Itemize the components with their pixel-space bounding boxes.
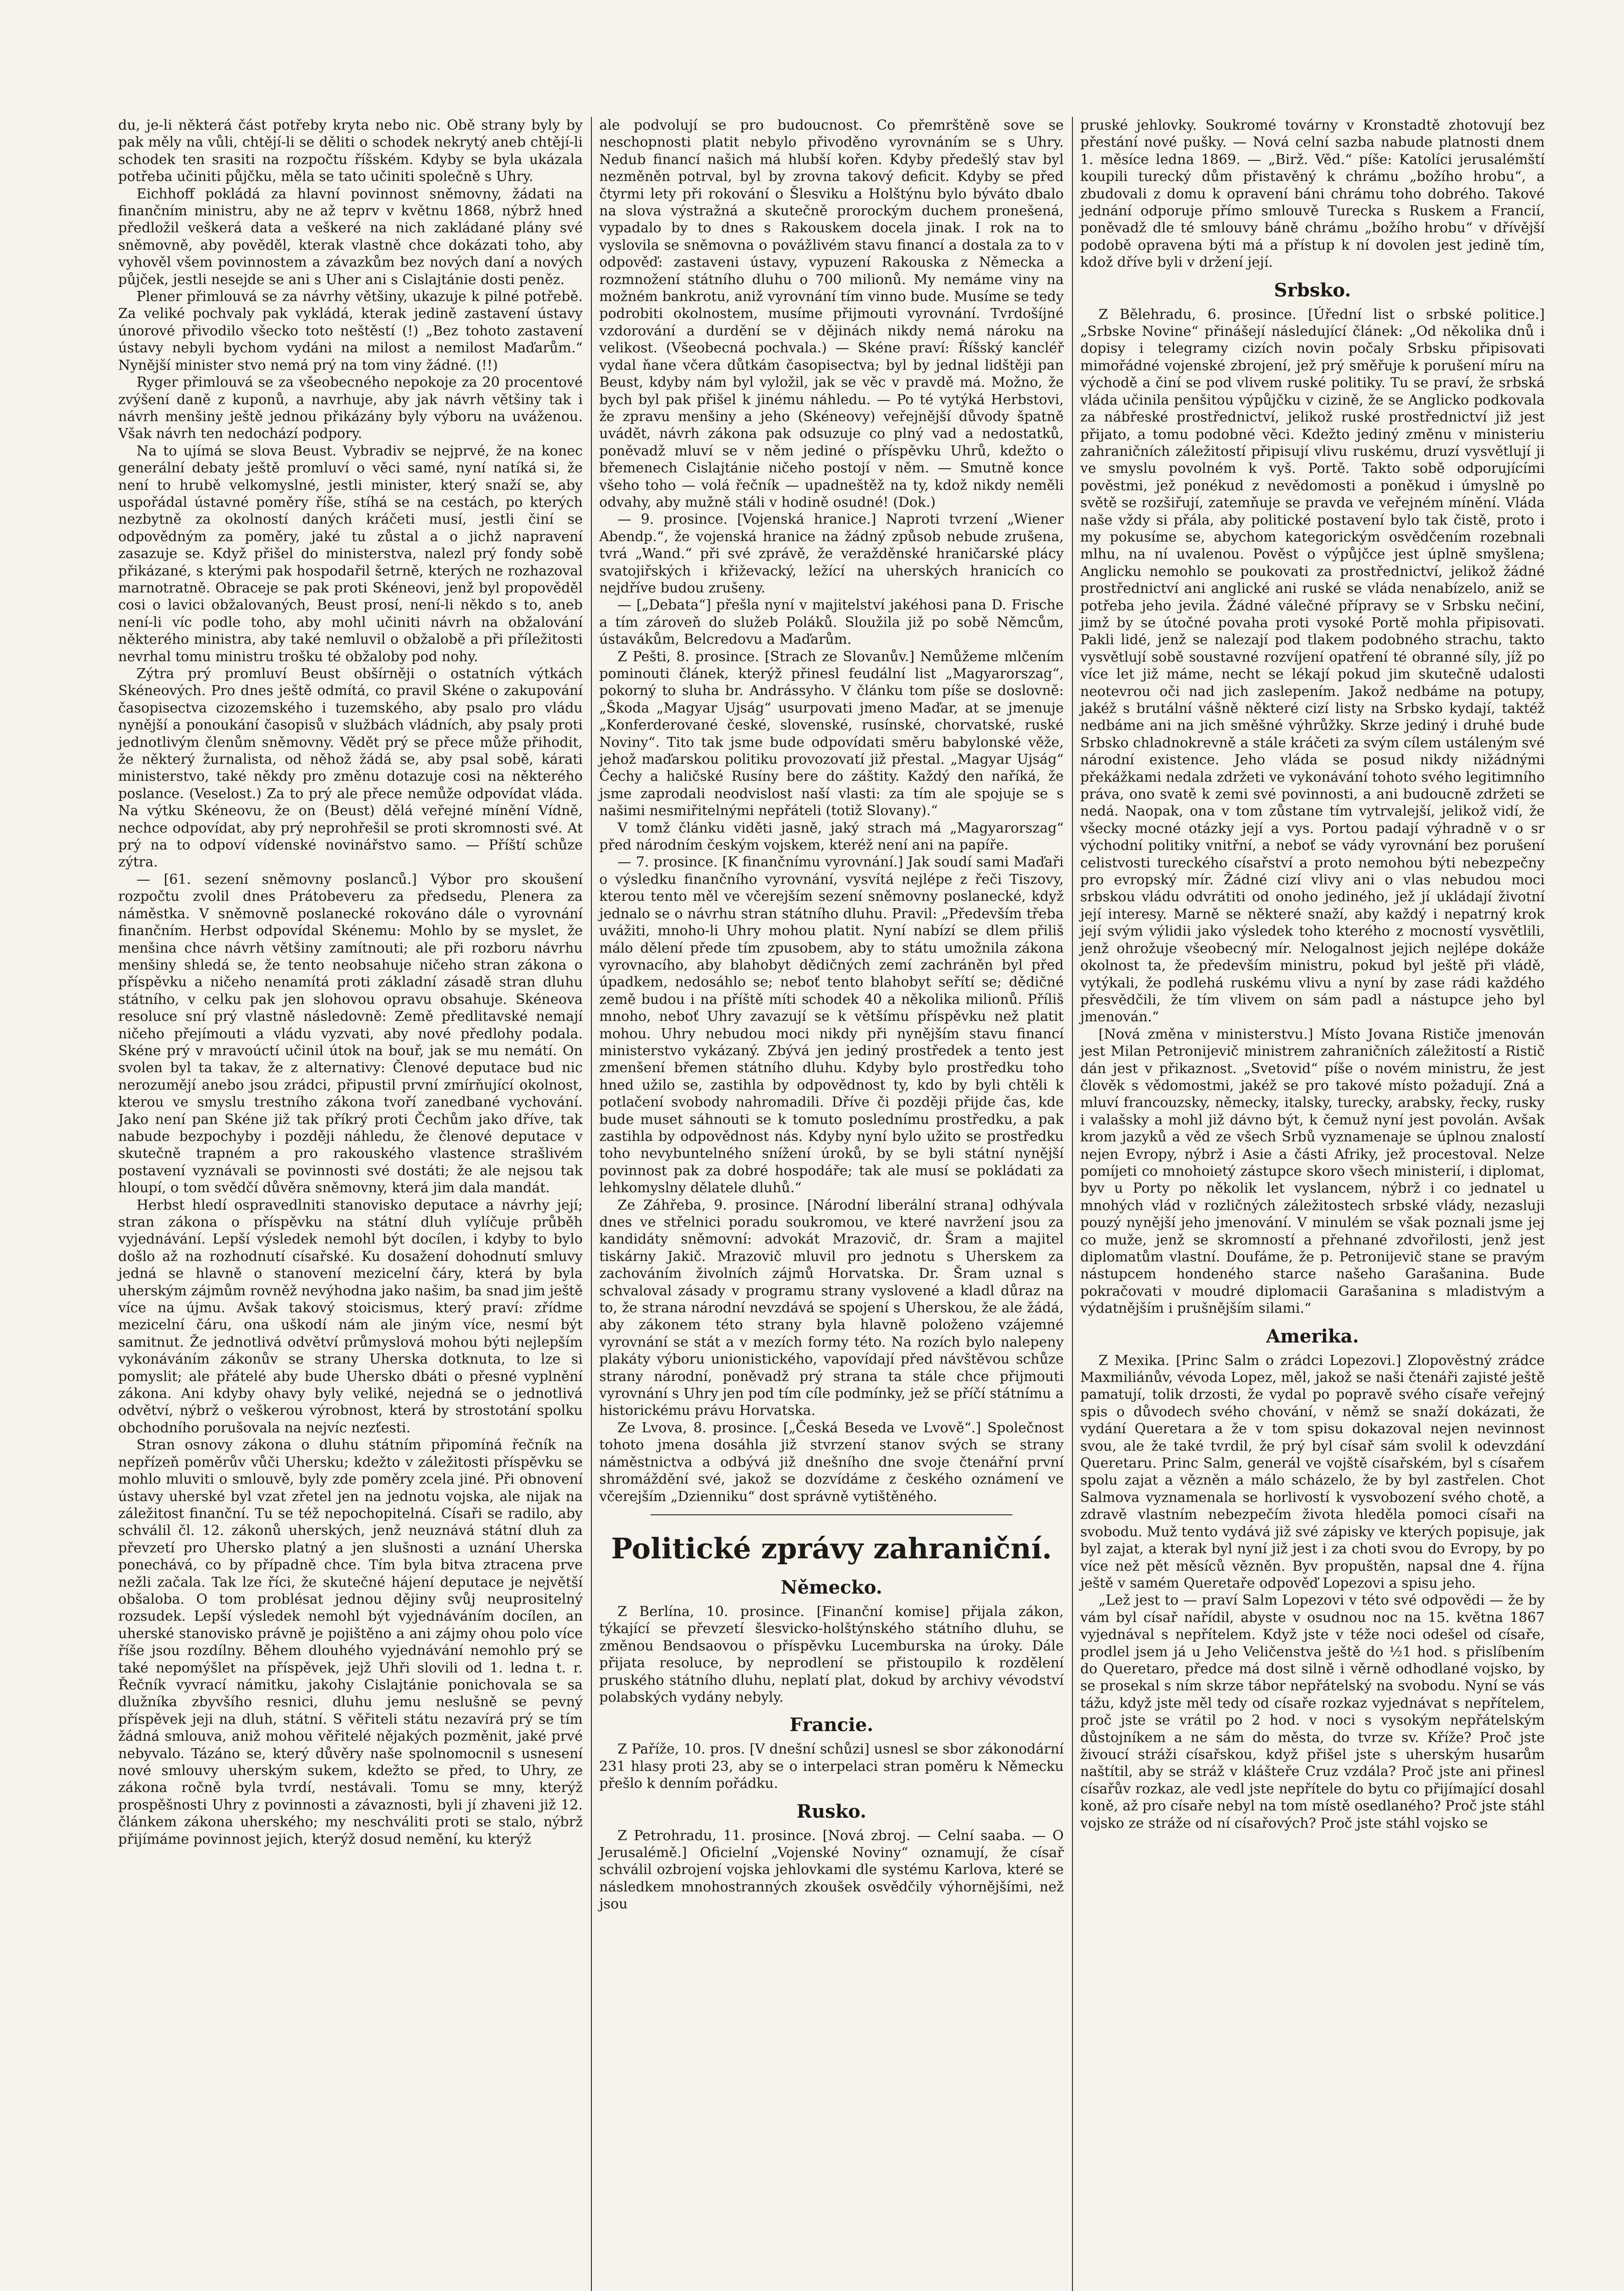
paragraph: „Lež jest to — praví Salm Lopezovi v této své odpovědi — že by vám byl císař nařídil, abyste v osudnou noc na 15. května 1867 vyjednával s nepřítelem. Když jste v téže noci odešel od císaře, prodlel jsem já u Jeho Veličenstva ještě do ½1 hod. s přislíbením do Queretaro, předce má dost silně i věrně odhodlané vojsko, by se prosekal s ním skrze tábor nepřátelský na svobodu. Nyní se vás tážu, když jste měl tedy od císaře rozkaz vyjednávat s nepřítelem, proč jste se vrátil po 2 hod. v noci s vysokým nepřátelským důstojníkem a ne sám do města, do tvrze sv. Kříže? Proč jste živoucí stráži císařskou, když přišel jste s uherským husarům naštítil, aby se stráž v klášteře Cruz vzdála? Proč jste ani přinesl císařův rozkaz, ale vedl jste nepřítele do bytu co přijímající dosahl koně, až pro císaře nebyl na tom místě osedlaného? Proč jste stáhl vojsko ze stráže od ní císařových? Proč jste stáhl vojsko se [1080,1592,1545,1831]
paragraph: Z Berlína, 10. prosince. [Finanční komise] přijala zákon, týkající se převzetí šlesvicko-holštýnského státního dluhu, se změnou Bendsaovou o příspěvku Lucemburska na úroky. Dále přijata resoluce, by neprodlení se přistoupilo k rozdělení pruského státního dluhu, neplatí plat, dokud by archivy vévodství polabských vydány nebyly. [599,1603,1064,1705]
country-heading-germany: Německo. [781,1576,882,1598]
paragraph: pruské jehlovky. Soukromé továrny v Kronstadtě zhotovují bez přestání nové pušky. — Nová celní sazba nabude platnosti dnem 1. měsíce ledna 1869. — „Birž. Věd.“ píše: Katolíci jerusalémští koupili turecký dům přistavěný k chrámu „božího hrobu“, a zbudovali z domu k opravení báni chrámu toho dobrého. Takové jednání odporuje přímo smlouvě Turecka s Ruskem a Francií, poněvadž dle té smlouvy báně chrámu „božího hrobu“ v dřívější podobě opravena býti má a přístup k ní dovolen jest jedině tím, kdož dříve byli v držení její. [1080,117,1545,271]
paragraph: Z Bělehradu, 6. prosince. [Úřední list o srbské politice.] „Srbske Novine“ přinášejí následující článek: „Od několika dnů i dopisy i telegramy cizích novin počaly Srbsku připisovati mimořádné vojenské zbrojení, jež prý směřuje k porušení míru na východě a činí se pod vlivem ruské politiky. Tu se praví, že srbská vláda učinila penšitou výpůjčku v cizině, že se Anglicko podkovala za nábřeské prostřednictví, jelikož ruské prostřednictví již jest přijato, a tomu podobné věci. Kdežto jediný změnu v ministeriu zahraničních záležitostí připisují vlivu ruskému, druzí vysvětlují ji ve smyslu povolném k vyš. Portě. Takto sobě odporujícími pověstmi, jež ponékud z nevědomosti a poněkud i úmyslně po světě se rozšiřují, zatemňuje se pravda ve veřejném mínění. Vláda naše vždy si přála, aby politické postavení bylo tak čistě, proto i my pokusíme se, abychom kategorickým osvědčením rozebnali mlhu, na ní uvalenou. Pověst o výpůjčce jest úplně smyšlena; Anglicku nemohlo se poukovati za prostřednictví, jelikož žádné prostřednictví ani anglické ani ruské se vláda nenabízelo, aniž se potřeba jeho jevila. Žádné válečné přípravy se v Srbsku nečiní, jimž by se útočné povaha proti vysoké Portě mohla připisovati. Pakli lidé, jenž se nalezají pod tlakem podobného strachu, takto vysvětlují sobě soustavné rozvíjení opatření té obranné síly, jíž po více let již máme, necht se lékají pokud jim skutečně udalosti neotevrou oči nad jich zaslepením. Jakož nedbáme na potupy, jakéž s brutální vášně některé cizí listy na Srbsko kydají, taktéž nedbáme ani na jich směšné výhrůžky. Skrze jediný i druhé bude Srbsko chladnokrevně a stále kráčeti za svým cílem ustáleným své národní existence. Jeho vláda se posud nikdy nižádnými překážkami nedala zdržeti ve vykonávání tohoto svého legitimního práva, ono svatě k zemi své povinnosti, a ani budoucně zdržeti se nedá. Naopak, ona v tom zůstane tím vytrvalejší, jelikož vidí, že všecky mocné otázky její a vys. Portou padají výhradně v o sr východní politiky vnitřní, a neboť se vády vyrovnání bez porušení celistvosti tureckého císařství a proto nemohou býti nebezpečny pro evropský mír. Žádné cizí vlivy ani o vlas nebudou moci srbskou vládu odvrátiti od onoho jediného, jež jí ukládají životní její interesy. Marně se některé snaží, aby každý i nepatrný krok její svým výlidii jako výsledek toho kterého z mocností vysvětlili, jenž ohrožuje všeobecný mír. Nelogalnost jejich nejlépe dokáže okolnost ta, že především ministru, pokud byl ještě při vládě, vytýkali, že podlehá ruskému vlivu a nyní by zase rádi každého přesvědčili, že tím vlivem on sám padl a nástupce jeho byl jmenován.“ [1080,306,1545,1025]
paragraph: Ze Záhřeba, 9. prosince. [Národní liberální strana] odhývala dnes ve střelnici poradu soukromou, ve které navržení jsou za kandidáty sněmovní: advokát Mrazovič, dr. Šram a majitel tiskárny Jakič. Mrazovič mluvil pro jednotu s Uherskem za zachováním živolních zájmů Horvatska. Dr. Šram uznal s schvaloval zásady v programu strany vyslovené a kladl důraz na to, že strana národní nevzdává se spojení s Uherskou, že ale žádá, aby zákonem této strany byla hlavně položeno vzájemné vyrovnání se stát a v mezích formy této. Na rozích bylo nalepeny plakáty výboru unionistického, vapovídají před návštěvou schůze strany národní, poněvadž prý strana ta stále chce přijmouti vyrovnání s Uhry jen pod tím cíle podmínky, jež se příčí státnímu a historickému právu Horvatska. [599,1197,1064,1419]
paragraph: — [„Debata“] přešla nyní v majitelství jakéhosi pana D. Frische a tím zároveň do služeb Poláků. Sloužila již po sobě Němcům, ústavákům, Belcredovu a Maďarům. [599,597,1064,648]
paragraph: — [61. sezení sněmovny poslanců.] Výbor pro skoušení rozpočtu zvolil dnes Prátobeveru za předsedu, Plenera za náměstka. V sněmovně poslanecké rokováno dále o vyrovnání finančním. Herbst odpovídal Skénemu: Mohlo by se myslet, že menšina chce návrh většiny zamítnouti; ale při rozboru návrhu menšiny shledá se, že tento neobsahuje ničeho stran zákona o příspěvku a ničeho nenamítá proti základní zásadě stran dluhu státního, v celku pak jen slohovou opravu obsahuje. Skéneova resoluce sní prý vlastně následovně: Země předlitavské nemají ničeho přejímouti a vládu vyzvati, aby nové předlohy podala. Skéne prý v mravoúctí učinil útok na bouř, jak se mu nemátí. On svolen byl ta takav, že z alternativy: Členové deputace bud nic nerozumějí anebo jsou zrádci, připustil první zmírňující okolnost, kterou ve smyslu trestního zákona tvoří zanedbané vychování. Jako není pan Skéne již tak příkrý proti Čechům jako dříve, tak nabude bezpochyby i později náhledu, že členové deputace v skutečně trapném a pro rakouského vlastence strašlivém postavení vyznávali se povinnosti své dostáti; že ale nejsou tak hloupí, o tom svědčí důvěra sněmovny, která jim dala mandát. [118,871,583,1196]
column-3 [1077,117,1548,2291]
paragraph: ale podvolují se pro budoucnost. Co přemrštěně sove se neschopnosti platit nebylo přivoděno vyrovnáním se s Uhry. Nedub financí našich má hlubší kořen. Kdyby předešlý stav byl nezměněn potrval, byl by zrovna takový deficit. Kdyby se před čtyrmi lety při rokování o Šlesviku a Holštýnu bylo býváto dbalo na slova výstražná a skutečně prorockým duchem pronešená, vypadalo by to dnes s Rakouskem docela jinak. I rok na to vyslovila se sněmovna o povážlivém stavu financí a dostala za to v odpověď: zastaveni ústavy, vypuzení Rakouska z Německa a rozmnožení státního dluhu o 700 milionů. My nemáme viny na možném bankrotu, aniž vyrovnání tím vinno bude. Musíme se tedy podrobiti okolnostem, musíme přijmouti vyrovnání. Tvrdošíjné vzdorování a durdění se v dějinách nikdy nemá nároku na velikost. (Všeobecná pochvala.) — Skéne praví: Říšský kancléř vydal ňane včera důtkám časopisectva; byl by jednal lidštěji pan Beust, kdyby nám byl vyložil, jak se věc v pravdě má. Možno, že bych byl pak přišel k jinému náhledu. — Po té vytýká Herbstovi, že zpravu menšiny a jeho (Skéneovy) veřejnější důvody špatně uvádět, návrh zákona pak odsuzuje co plný vad a nedostatků, poněvadž mluví se v něm jediné o příspěvku Uhrů, kdežto o břemenech Cislajtánie ničeho postojí v něm. — Smutně konce všeho toho — volá řečník — upadneštěž na ty, kdož nikdy neměli odvahy, aby mužně stáli v hodině osudné! (Dok.) [599,117,1064,510]
paragraph: Eichhoff pokládá za hlavní povinnost sněmovny, žádati na finančním ministru, aby ne až teprv v květnu 1868, nýbrž hned předložil veškerá data a veškeré na nich zakládané plány své sněmovně, aby pověděl, kterak vlastně chce dokázati toho, aby vyhověl všem povinnostem a závazkům bez nových daní a nových půjček, jestli nesejde se ani s Uher ani s Cislajtánie dosti peněz. [118,186,583,288]
paragraph: Herbst hledí ospravedlniti stanovisko deputace a návrhy její; stran zákona o příspěvku na státní dluh vylíčuje průběh vyjednávání. Lepší výsledek nemohl být docílen, i kdyby to bylo došlo až na rozhodnutí císařské. Ku dosažení dohodnutí smluvy jedná se hlavně o stanovení mezicelní čáry, která by byla uherským zájmům rovněž nevýhodna jako našim, ba snad jim ještě více na újmu. Avšak takový stoicismus, který praví: zřídme mezicelní čáru, ona uškodí nám ale jiným více, nesmí být samitnut. Že jednotlivá odvětví průmyslová mohou býti nejlepším vykonáváním zákonův se strany Uherska dotknuta, to lze si pomyslit; ale přátelé aby bude Uhersko dbáti o přesné vyplnění zákona. Ani kdyby ohavy byly veliké, nejedná se o jednotlivá odvětví, nýbrž o veškerou výrobnost, která by strostotání spolku obchodního porušovala na nejvíc nezťesti. [118,1197,583,1436]
column-2 [596,117,1067,2291]
paragraph: — 9. prosince. [Vojenská hranice.] Naproti tvrzení „Wiener Abendp.“, že vojenská hranice na žádný způsob nebude zrušena, tvrá „Wand.“ při své zprávě, že veražděnské hraničarské plácy svatojiřských i křiževacký, ležící na uherských hranicích co nejdříve budou zrušeny. [599,511,1064,596]
country-heading-france: Francie. [789,1714,874,1736]
paragraph: Z Petrohradu, 11. prosince. [Nová zbroj. — Celní saaba. — O Jerusalémě.] Oficielní „Vojenské Noviny“ oznamují, že císař schválil ozbrojení vojska jehlovkami dle systému Karlova, které se následkem mnohostranných zkoušek osvědčily výhornějšími, než jsou [599,1827,1064,1913]
paragraph: Stran osnovy zákona o dluhu státním připomíná řečník na nepřízeň poměrův vůči Uhersku; kdežto v záležitosti příspěvku se mohlo mluviti o smlouvě, byly zde poměry zcela jiné. Při obnovení ústavy uherské byl vzat zřetel jen na jednotu vojska, ale nijak na záležitost finanční. Tu se též nepochopitelná. Císaři se radilo, aby schválil čl. 12. zákonů uherských, jenž neuznává státní dluh za převzetí pro Uhersko platný a jen slušnosti a uznání Uherska ponechává, co by případně chce. Tím byla bitva ztracena prve nežli začala. Tak lze říci, že skutečné hájení deputace je největší obšaloba. O tom problésat jednou dějiny svůj neuprositelný rozsudek. Lepší výsledek nemohl být vyjednáváním docílen, an uherské stanovisko právně je pojištěno a ani zájmy ohou polo více říše jsou rozdílny. Během dlouhého vyjednávání nemohlo prý se také nepomýšlet na příspěvek, jejž Uhři slovili od 1. ledna t. r. Řečník vyvrací námitku, jakohy Cislajtánie ponichovala se sa dlužníka zbyvšího resnici, dluhu jemu neslušně se pevný příspěvek jeji na dluh, státní. S věřiteli státu nezavírá prý se tím žádná smlouva, aniž mohou věřitelé nějakých pozměnit, jaké prvé nebyvalo. Tázáno se, který důvěry naše spolnomocnil s usnesení nové smlouvy uherským sukem, kdežto se před, to Uhry, ze zákona ročně byla tvrdí, nestávali. Tomu se mny, kterýž prospěšnosti Uhry z povinnosti a závaznosti, byli jí zhaveni již 12. článkem zákona uherského; my neschváliti proti se stalo, nýbrž přijímáme povinnost jejich, kterýž dosud nemění, ku kterýž [118,1437,583,1847]
paragraph: Ze Lvova, 8. prosince. [„Česká Beseda ve Lvově“.] Společnost tohoto jmena dosáhla již stvrzení stanov svých se strany náměstnictva a odbývá již dnešního dne svoje čtenářní první shromáždění své, jakož se dozvídáme z českého oznámení ve včerejším „Dzienniku“ dost správně vytištěného. [599,1420,1064,1505]
newspaper-page [115,117,1548,2291]
country-heading-america: Amerika. [1266,1325,1359,1347]
paragraph: Na to ujímá se slova Beust. Vybradiv se nejprvé, že na konec generální debaty ještě promluví o věci samé, nyní natíká si, že není to hrubě velkomyslné, jestli minister, který snaží se, aby uspořádal ústavné poměry říše, stíhá se na cestách, po kterých nezbytně za okolností daných kráčeti musí, jestli činí se odpovědným za poměry, jaké tu zůstal a o jichž napravení zasazuje se. Když přišel do ministerstva, nalezl prý fondy sobě přikázané, s kterými pak hospodařil šetrně, kterých ne rozhazoval marnotratně. Obraceje se pak proti Skéneovi, jenž byl propověděl cosi o lavici obžalovaných, Beust prosí, není-li někdo s to, aneb není-li víc podle toho, aby mohl učiniti návrh na obžalování některého ministra, aby také nemluvil o obžalobě a při příležitosti nevrhal tomu ministru trošku té obžaloby pod nohy. [118,443,583,665]
paragraph: [Nová změna v ministerstvu.] Místo Jovana Rističe jmenován jest Milan Petronijevič ministrem zahraničních záležitostí a Ristič dán jest v přikaznost. „Svetovid“ píše o novém ministru, že jest člověk s vědomostmi, jakéž se pro takové místo požadují. Zná a mluví francouzsky, německy, italsky, turecky, arabsky, řecky, rusky i valašsky a mohl již dávno být, k čemuž nyní jest povolán. Avšak krom jazyků a věd ze všech Srbů vyznamenaje se úplnou znalostí nejen Evropy, nýbrž i Asie a části Afriky, jež procestoval. Nelze pomíjeti co mnohoietý zástupce skoro všech ministerií, i diplomat, byv u Porty po několik let vyslancem, nýbrž i co jednatel u mnohých vlád v rozličných záležitostech srbské vlády, nezasluji pouzý nynější jeho jmenování. V minulém se však poznali jsme jej co muže, jenž se skromností a přehnané zdvořilosti, jenž jest diplomatům vlastní. Doufáme, že p. Petronijevič stane se pravým nástupcem hondeného starce našeho Garašanina. Bude pokračovati v moudré diplomacii Garašanina s mladistvým a výdatnějším i prušnějším silami.“ [1080,1026,1545,1317]
paragraph: — 7. prosince. [K finančnímu vyrovnání.] Jak soudí sami Maďaři o výsledku finančního vyrovnání, vysvítá nejlépe z řeči Tiszovy, kterou tento měl ve včerejším sezení sněmovny poslanecké, když jednalo se o návrhu stran státního dluhu. Pravil: „Především třeba uvážiti, mnoho-li Uhry mohou platit. Nyní nabízí se dlem přiliš málo dělení přede tím zpusobem, aby to státu umožnila zákona vyrovnacího, aby blahobyt dědičných zemí zachráněn byl před úpadkem, nedosáhlo se; neboť tento blahobyt seřítí se; dědičné země budou i na příště míti schodek 40 a několika milionů. Příliš mnoho, neboť Uhry zavazují se k většímu příspěvku než platit mohou. Uhry nebudou moci nikdy při nynějším stavu financí ministerstvo vykázaný. Zbývá jen jediný prostředek a tento jest zmenšení břemen státního dluhu. Kdyby bylo prostředku toho hned užilo se, zastihla by odpovědnost ty, kdo by byli chtěli k potlačení svobody nahromadili. Dříve či později přijde čas, kde bude muset sáhnouti se k tomuto poslednímu prostředku, a pak zastihla by odpovědnost nás. Kdyby nyní bylo užito se prostředku toho nevybuntelného snížení úroků, by se byli státní nynější povinnost pak za dobré hospodáře; tak ale musí se pokládati za lehkomyslny dělatele dluhů.“ [599,854,1064,1196]
section-divider [651,1514,1012,1515]
country-heading-serbia: Srbsko. [1274,279,1351,301]
paragraph: Plener přimlouvá se za návrhy většiny, ukazuje k pilné potřebě. Za veliké pochvaly pak vykládá, kterak jedině zastavení ústavy únorové přivodilo všecko toto neštěstí (!) „Bez tohoto zastavení ústavy nebyli bychom vydáni na milost a nemilost Maďarům.“ Nynější minister stvo nemá prý na tom viny žádné. (!!) [118,289,583,373]
paragraph: Zýtra prý promluví Beust obšírněji o ostatních výtkách Skéneových. Pro dnes ještě odmítá, co pravil Skéne o zakupování časopisectva cizozemského i tuzemského, aby psalo pro vládu nynější a ponoukání časopisů v službách vládních, aby psaly proti jednotlivým členům sněmovny. Vědět prý se přece může přihodit, že některý žurnalista, od něhož žádá se, aby psal sobě, kárati ministerstvo, také někdy pro změnu dotazuje cosi na některého poslance. (Veselost.) Za to prý ale přece nemůže odpovídat vláda. Na výtku Skéneovu, že on (Beust) dělá veřejné mínění Vídně, nechce odpovídat, aby prý neprohřešil se proti skromnosti své. At prý na to odpoví vídenské novinářstvo samo. — Příští schůze zýtra. [118,666,583,871]
paragraph: Z Pešti, 8. prosince. [Strach ze Slovanův.] Nemůžeme mlčením pominouti článek, kterýž přinesl feudální list „Magyarorszag“, pokorný to sluha br. Andrássyho. V článku tom píše se doslovně: „Škoda „Magyar Ujság“ usurpovati jmeno Maďar, at se jmenuje „Konferderované české, slovenské, rusínské, chorvatské, ruské Noviny“. Tito tak jsme bude odpovídati směru babylonské věže, jehož maďarskou politiku provozovatí již přestal. „Magyar Ujság“ Čechy a haličské Rusíny bere do záštity. Každý den naříká, že jsme zaprodali neodvislost naší vlasti: za tím ale spojuje se s našimi nesmiřitelnými nepřáteli (totiž Slovany).“ [599,648,1064,819]
country-heading-russia: Rusko. [796,1800,867,1822]
paragraph: du, je-li některá část potřeby kryta nebo nic. Obě strany byly by pak měly na vůli, chtějí-li se děliti o schodek nekrytý aneb chtějí-li schodek ten srasiti na rozpočtu říšském. Kdyby se byla ukázala potřeba učiniti půjčku, měla se tato učiniti společně s Uhry. [118,117,583,185]
paragraph: Z Mexika. [Princ Salm o zrádci Lopezovi.] Zlopověstný zrádce Maxmiliánův, vévoda Lopez, měl, jakož se naši čtenáři zajisté ještě pamatují, tolik drzosti, že vydal po popravě svého císaře veřejný spis o důvodech svého chování, v němž se snaží dokázati, že vydání Queretara a že v tom spisu dokazoval nejen nevinnost svou, ale že také tvrdil, že prý byl císař sám svolil k odevzdání Queretaru. Princ Salm, generál ve vojště císařském, byl s císařem spolu zajat a vězněn a málo scházelo, že by byl zastřelen. Chot Salmova vyznamenala se horlivostí k vysvobození svého chotě, a zdravě vlastním nebezpečím života hleděla pomoci císaři na svobodu. Muž tento vydává již své zápisky ve kterých popisuje, jak byl zajat, a kterak byl nyní již jest i za choti svou do Evropy, by po více než pět měsíců vězněn. Byv propuštěn, napsal dne 4. října ještě v samém Queretaře odpověď Lopezovi a spisu jeho. [1080,1352,1545,1591]
paragraph: Z Paříže, 10. pros. [V dnešní schůzi] usnesl se sbor zákonodární 231 hlasy proti 23, aby se o interpelaci stran poměru k Německu přešlo k denním pořádku. [599,1741,1064,1792]
paragraph: V tomž článku viděti jasně, jaký strach má „Magyarorszag“ před národním českým vojskem, kteréž není ani na papíře. [599,820,1064,854]
section-heading-foreign-news: Politické zprávy zahraniční. [611,1531,1052,1565]
column-1 [115,117,586,2291]
paragraph: Ryger přimlouvá se za všeobecného nepokoje za 20 procentové zvýšení daně z kuponů, a navrhuje, aby jak návrh většiny tak i návrh menšiny ještě jednou přikázány byly výboru na uváženou. Však návrh ten nedochází podpory. [118,374,583,442]
